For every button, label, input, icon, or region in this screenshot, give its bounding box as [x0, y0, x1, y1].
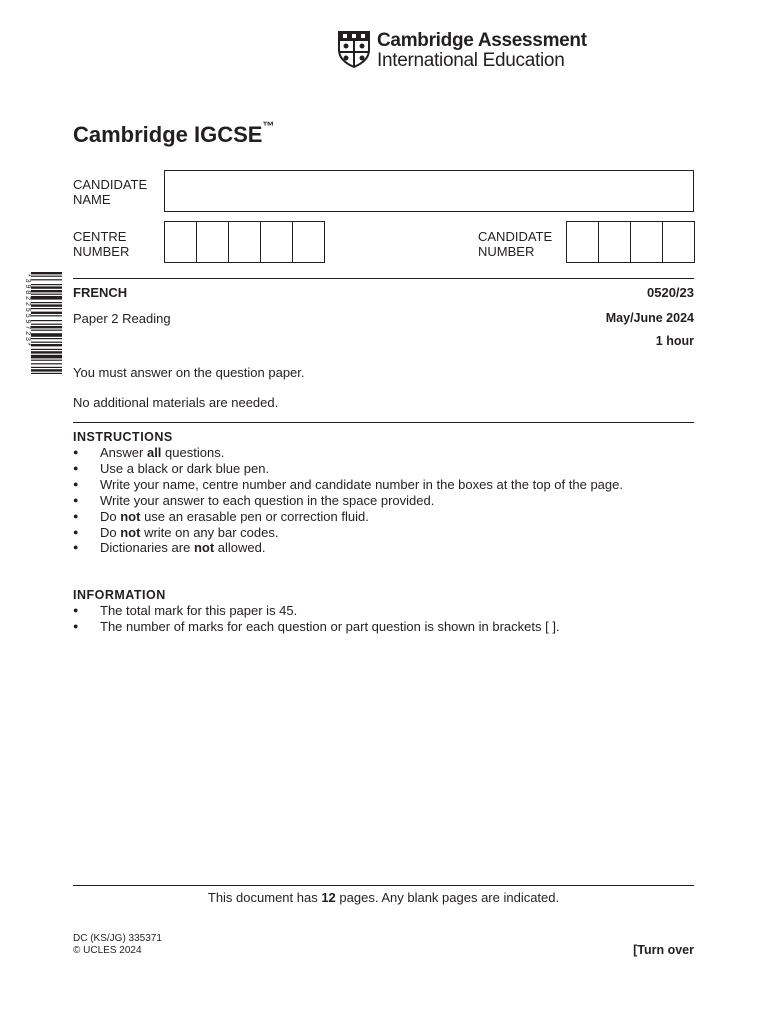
- exam-session: May/June 2024: [605, 311, 694, 325]
- instruction-item: ● Do not write on any bar codes.: [73, 525, 623, 541]
- barcode-bar: [31, 315, 62, 316]
- divider: [73, 278, 694, 279]
- candidate-number-label-line1: CANDIDATE: [478, 229, 553, 244]
- barcode-bar: [31, 324, 62, 325]
- information-item: ● The total mark for this paper is 45.: [73, 603, 560, 619]
- centre-number-digit-box[interactable]: [293, 222, 324, 262]
- candidate-number-label-line2: NUMBER: [478, 244, 535, 259]
- barcode-bar: [31, 294, 62, 295]
- cambridge-logo: [337, 30, 587, 72]
- barcode-bar: [31, 296, 62, 300]
- reference-code: DC (KS/JG) 335371: [73, 933, 162, 944]
- centre-number-digit-box[interactable]: [229, 222, 261, 262]
- barcode-bar: [31, 333, 62, 337]
- barcode-bar: [31, 320, 62, 321]
- turn-over: [Turn over: [633, 943, 694, 957]
- centre-number-digit-box[interactable]: [261, 222, 293, 262]
- logo-line-1: Cambridge Assessment: [377, 30, 587, 51]
- candidate-number-boxes: [566, 221, 695, 263]
- barcode: [24, 272, 62, 410]
- barcode-bar: [31, 351, 62, 353]
- information-list: [73, 603, 560, 635]
- candidate-number-digit-box[interactable]: [599, 222, 631, 262]
- barcode-graphic: [24, 272, 62, 410]
- barcode-bar: [31, 276, 62, 277]
- barcode-bar: [31, 338, 62, 339]
- information-item: ● The number of marks for each question or part question is shown in brackets [ ].: [73, 619, 560, 635]
- barcode-bar: [31, 349, 62, 350]
- subject-name: FRENCH: [73, 285, 128, 300]
- candidate-number-label: [478, 229, 552, 259]
- barcode-bar: [31, 342, 62, 343]
- document-reference: [73, 933, 162, 957]
- logo-line-2: International Education: [377, 50, 565, 71]
- barcode-bar: [31, 302, 62, 303]
- barcode-bar: [31, 284, 62, 285]
- barcode-bar: [31, 326, 62, 328]
- barcode-bar: [31, 330, 62, 331]
- barcode-bar: [31, 367, 62, 368]
- barcode-bar: [31, 279, 62, 280]
- barcode-bar: [31, 286, 62, 288]
- candidate-name-field[interactable]: [164, 170, 694, 212]
- syllabus-code: 0520/23: [647, 285, 694, 300]
- barcode-bar: [31, 312, 62, 314]
- answer-note: You must answer on the question paper.: [73, 365, 305, 380]
- candidate-number-digit-box[interactable]: [663, 222, 694, 262]
- centre-number-label-line2: NUMBER: [73, 244, 130, 259]
- page-count-note: This document has 12 pages. Any blank pages are indicated.: [207, 890, 560, 905]
- barcode-digits: * 3 9 8 2 2 5 5 9 7 2 3 *: [24, 274, 31, 346]
- centre-number-label: [73, 229, 129, 259]
- centre-number-boxes: [164, 221, 325, 263]
- barcode-bar: [31, 363, 62, 364]
- instruction-item: ● Write your name, centre number and candidate number in the boxes at the top of the page.: [73, 477, 623, 493]
- instructions-list: [73, 445, 623, 556]
- title-text: Cambridge IGCSE: [73, 122, 263, 147]
- barcode-bar: [31, 344, 62, 346]
- instruction-item: ● Do not use an erasable pen or correction fluid.: [73, 509, 623, 525]
- candidate-name-label: [73, 177, 147, 207]
- instruction-item: ● Use a black or dark blue pen.: [73, 461, 623, 477]
- barcode-bar: [31, 369, 62, 371]
- information-heading: INFORMATION: [73, 588, 166, 602]
- barcode-bar: [31, 355, 62, 359]
- instruction-item: ● Write your answer to each question in the space provided.: [73, 493, 623, 509]
- barcode-bar: [31, 304, 62, 306]
- candidate-number-digit-box[interactable]: [567, 222, 599, 262]
- barcode-bar: [31, 360, 62, 361]
- footer-divider: [73, 885, 694, 886]
- candidate-name-label-line2: NAME: [73, 192, 111, 207]
- copyright: © UCLES 2024: [73, 945, 142, 956]
- trademark-symbol: ™: [262, 118, 275, 133]
- barcode-bar: [31, 308, 62, 309]
- centre-number-label-line1: CENTRE: [73, 229, 127, 244]
- exam-duration: 1 hour: [655, 334, 694, 348]
- instruction-item: ● Dictionaries are not allowed.: [73, 540, 623, 556]
- instructions-heading: INSTRUCTIONS: [73, 430, 173, 444]
- paper-name: Paper 2 Reading: [73, 311, 171, 326]
- barcode-bar: [31, 373, 62, 374]
- candidate-name-label-line1: CANDIDATE: [73, 177, 148, 192]
- centre-number-digit-box[interactable]: [165, 222, 197, 262]
- candidate-number-digit-box[interactable]: [631, 222, 663, 262]
- page-title: [73, 118, 275, 148]
- barcode-bar: [31, 290, 62, 292]
- shield-icon: [337, 30, 371, 68]
- materials-note: No additional materials are needed.: [73, 395, 279, 410]
- centre-number-digit-box[interactable]: [197, 222, 229, 262]
- barcode-bar: [31, 272, 62, 274]
- divider: [73, 422, 694, 423]
- instruction-item: ● Answer all questions.: [73, 445, 623, 461]
